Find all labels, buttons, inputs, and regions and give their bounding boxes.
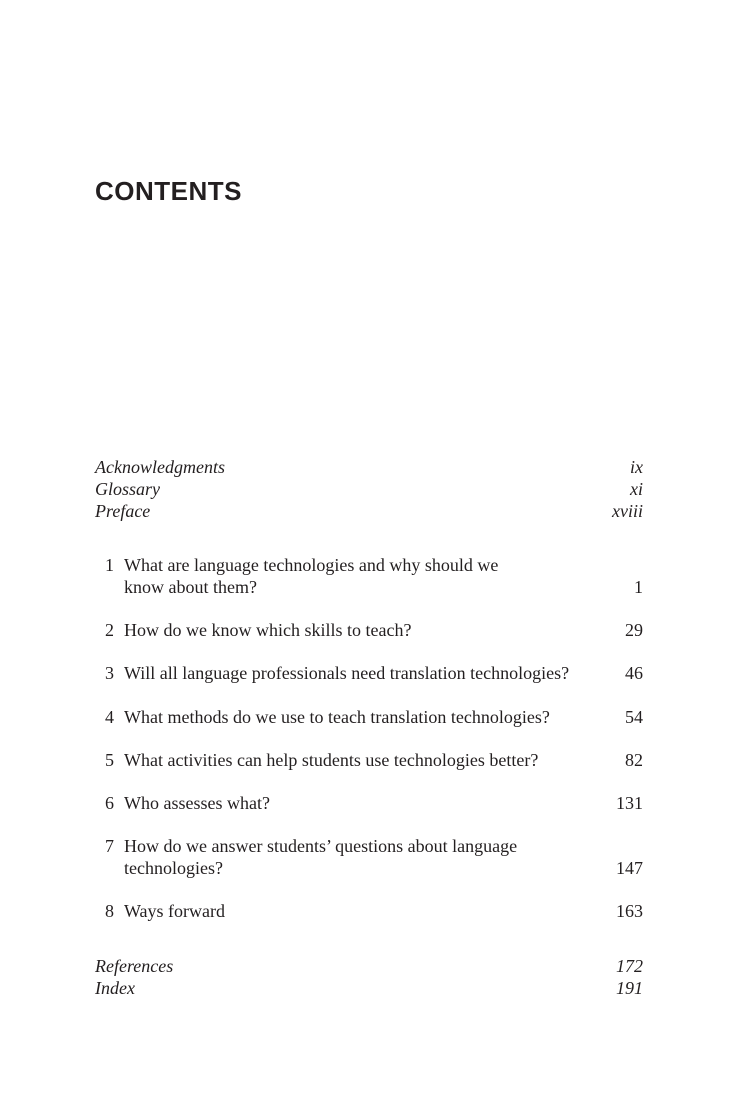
chapter-page: 147 — [616, 858, 643, 878]
toc-chapter-6[interactable] — [95, 792, 643, 814]
chapter-number: 5 — [105, 750, 114, 770]
chapter-number: 1 — [105, 555, 114, 575]
chapter-page: 82 — [625, 750, 643, 770]
toc-chapter-2[interactable] — [95, 619, 643, 641]
chapter-title-line1: How do we answer students’ questions about language — [124, 836, 518, 856]
toc-entry-page: xi — [630, 479, 643, 499]
chapter-page: 54 — [625, 707, 643, 727]
toc-entry-preface[interactable] — [95, 500, 643, 524]
toc-entry-page: 172 — [616, 956, 643, 976]
toc-chapter-1[interactable] — [95, 554, 643, 598]
toc-entry-references[interactable] — [95, 955, 643, 979]
toc-chapter-5[interactable] — [95, 749, 643, 771]
chapter-number: 4 — [105, 707, 114, 727]
chapter-page: 131 — [616, 793, 643, 813]
chapter-title-line1: Will all language professionals need translation technologies? — [124, 663, 570, 683]
chapter-title-line1: What methods do we use to teach translation technologies? — [124, 707, 550, 727]
toc-entry-label: Acknowledgments — [95, 457, 225, 477]
chapter-number: 2 — [105, 620, 114, 640]
toc-entry-label: Index — [95, 978, 135, 998]
chapter-number: 7 — [105, 836, 114, 856]
chapter-page: 163 — [616, 901, 643, 921]
page-title: CONTENTS — [95, 176, 242, 206]
chapter-title-line1: What are language technologies and why should we — [124, 555, 499, 575]
toc-entry-page: ix — [630, 457, 643, 477]
chapter-page: 29 — [625, 620, 643, 640]
chapter-number: 8 — [105, 901, 114, 921]
toc-chapter-4[interactable] — [95, 706, 643, 728]
chapter-page: 46 — [625, 663, 643, 683]
toc-entry-glossary[interactable] — [95, 478, 643, 502]
toc-entry-index[interactable] — [95, 977, 643, 1001]
toc-entry-label: References — [95, 956, 174, 976]
chapter-title-line1: What activities can help students use technologies better? — [124, 750, 539, 770]
chapter-title-line1: Who assesses what? — [124, 793, 270, 813]
chapter-title-line2: technologies? — [124, 858, 223, 878]
chapter-page: 1 — [634, 577, 643, 597]
toc-chapter-7[interactable] — [95, 835, 643, 879]
toc-entry-page: xviii — [612, 501, 643, 521]
chapter-title-line1: Ways forward — [124, 901, 226, 921]
chapter-number: 6 — [105, 793, 114, 813]
toc-entry-page: 191 — [616, 978, 643, 998]
toc-entry-acknowledgments[interactable] — [95, 456, 643, 480]
chapter-number: 3 — [105, 663, 114, 683]
toc-chapter-8[interactable] — [95, 900, 643, 922]
toc-entry-label: Glossary — [95, 479, 161, 499]
chapter-title-line2: know about them? — [124, 577, 257, 597]
chapter-title-line1: How do we know which skills to teach? — [124, 620, 412, 640]
toc-chapter-3[interactable] — [95, 662, 643, 684]
toc-entry-label: Preface — [95, 501, 151, 521]
